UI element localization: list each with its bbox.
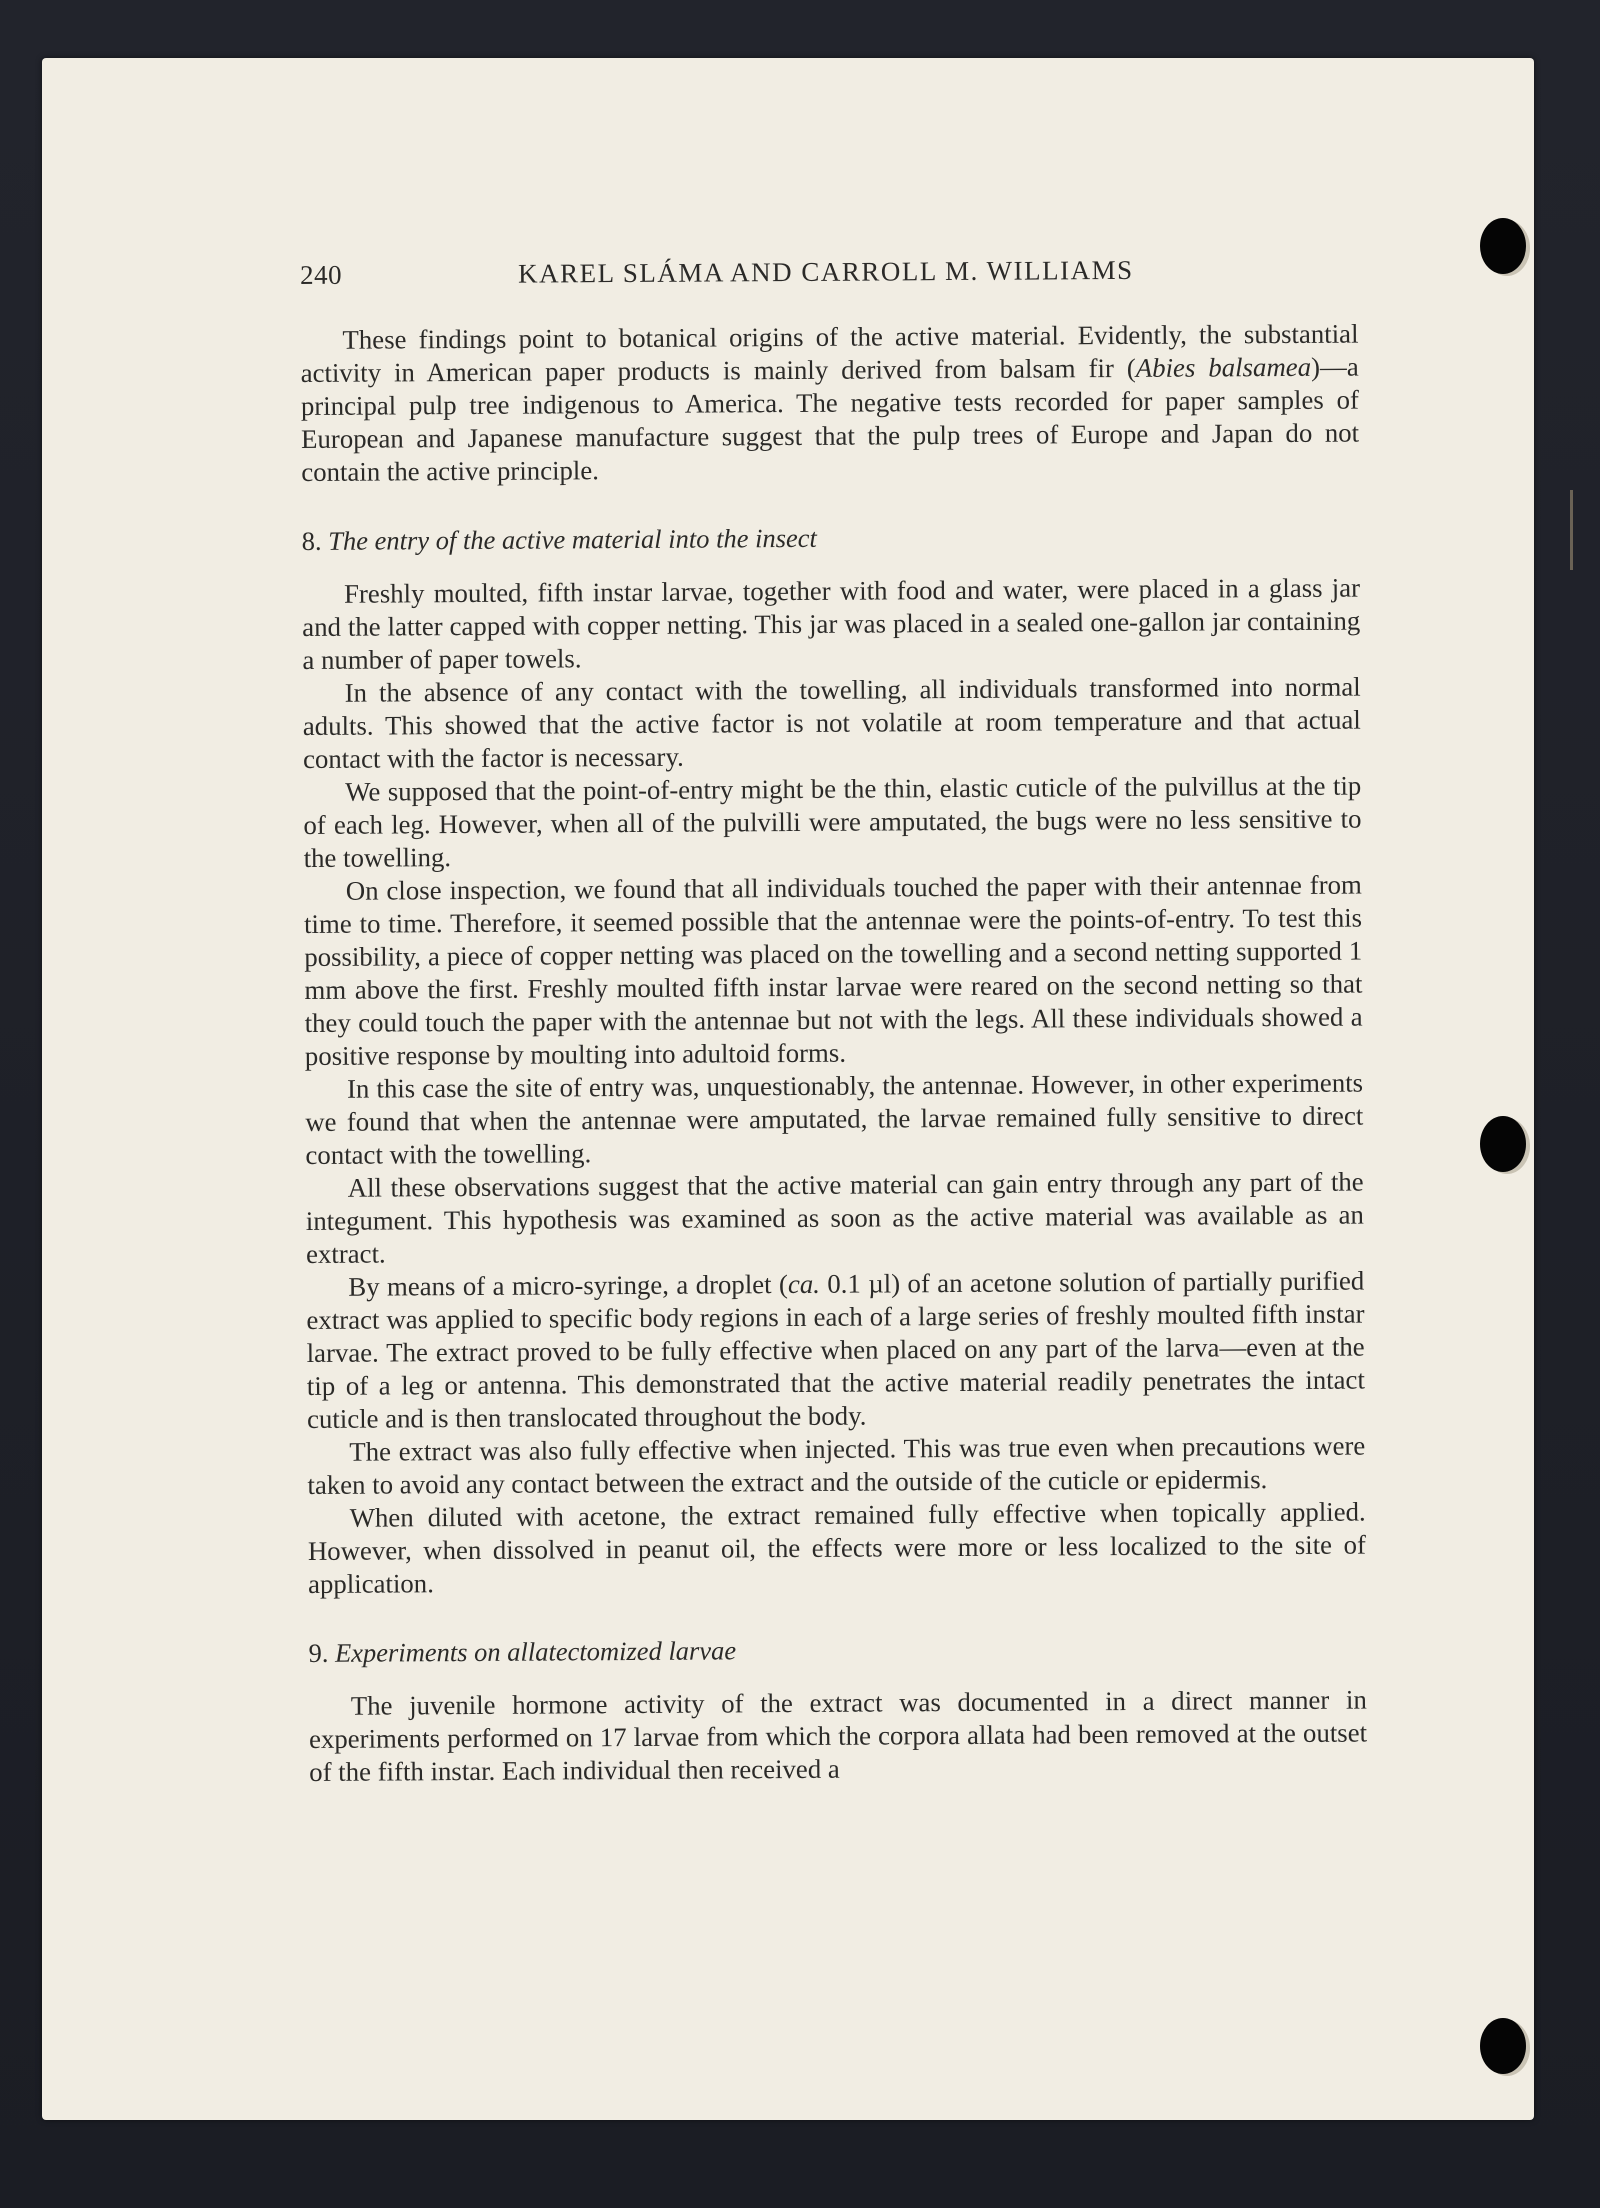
page-number: 240 xyxy=(300,259,343,290)
section-8-paragraph: When diluted with acetone, the extract remained fully effective when topically applied. However, when dissolved in peanut oil, the effects were more or less localized to the site of application. xyxy=(307,1496,1366,1599)
page-content xyxy=(300,254,1367,1789)
section-9-number: 9. xyxy=(308,1637,329,1668)
punch-hole-top xyxy=(1480,218,1526,274)
section-9-paragraph: The juvenile hormone activity of the extract was documented in a direct manner in experiments performed on 17 larvae from which the corpora allata had been removed at the outset of the fifth instar. Each individual then received a xyxy=(308,1684,1368,1787)
intro-latin-name: Abies balsamea xyxy=(1135,351,1312,383)
droplet-text-before: By means of a micro-syringe, a droplet ( xyxy=(348,1269,789,1302)
droplet-ca: ca. xyxy=(787,1268,821,1300)
droplet-amount: 0.1 µl xyxy=(819,1268,892,1299)
section-8-paragraph: In the absence of any contact with the towelling, all individuals transformed into normal adults. This showed that the active factor is not volatile at room temperature and that actual contact with the factor is necessary. xyxy=(302,671,1361,774)
section-8-paragraph: The extract was also fully effective when injected. This was true even when precautions were taken to avoid any contact between the extract and the outside of the cuticle or epidermis. xyxy=(307,1430,1366,1500)
section-8-heading xyxy=(302,519,1360,558)
section-8-paragraph: We supposed that the point-of-entry might be the thin, elastic cuticle of the pulvillus at the tip of each leg. However, when all of the pulvilli were amputated, the bugs were no less sensitive to the towelling. xyxy=(303,770,1362,873)
section-8-paragraph: Freshly moulted, fifth instar larvae, together with food and water, were placed in a glass jar and the latter capped with copper netting. This jar was placed in a sealed one-gallon jar containing a number of paper towels. xyxy=(302,572,1361,675)
punch-hole-middle xyxy=(1480,1116,1526,1172)
section-8-paragraph: On close inspection, we found that all individuals touched the paper with their antennae from time to time. Therefore, it seemed possible that the antennae were the points-of-entry. To test this possibility, a piece of copper netting was placed on the towelling and a second netting supported 1 mm above the first. Freshly moulted fifth instar larvae were reared on the second netting so that they could touch the paper with the antennae but not with the legs. All these individuals showed a positive response by moulting into adultoid forms. xyxy=(303,869,1363,1071)
intro-text-after: )—a principal pulp tree indigenous to America. The negative tests recorded for paper samples of European and Japanese manufacture suggest that the pulp trees of Europe and Japan do not contain the active principle. xyxy=(300,351,1360,487)
section-9-heading xyxy=(308,1631,1366,1670)
running-head-authors: KAREL SLÁMA AND CARROLL M. WILLIAMS xyxy=(517,254,1134,289)
punch-hole-bottom xyxy=(1480,2018,1526,2074)
running-head xyxy=(300,254,1358,300)
section-9-title: Experiments on allatectomized larvae xyxy=(334,1635,737,1668)
section-8-paragraph: All these observations suggest that the active material can gain entry through any part of the integument. This hypothesis was examined as soon as the active material was available as an extract. xyxy=(305,1166,1364,1269)
intro-paragraph xyxy=(300,318,1359,489)
page-edge-tab xyxy=(1570,490,1573,570)
section-8-title: The entry of the active material into the insect xyxy=(328,522,817,556)
droplet-text-after: ) of an acetone solution of partially purified extract was applied to specific body regions in each of a large series of freshly moulted fifth instar larvae. The extract proved to be fully effective when placed on any part of the larva—even at the tip of a leg or antenna. This demonstrated that the active material readily penetrates the intact cuticle and is then translocated throughout the body. xyxy=(306,1265,1365,1434)
section-8-paragraph: In this case the site of entry was, unquestionably, the antennae. However, in other experiments we found that when the antennae were amputated, the larvae remained fully sensitive to direct contact with the towelling. xyxy=(305,1067,1364,1170)
droplet-paragraph xyxy=(306,1265,1365,1436)
intro-text-before: These findings point to botanical origins of the active material. Evidently, the substantial activity in American paper products is mainly derived from balsam fir ( xyxy=(300,318,1359,388)
section-8-number: 8. xyxy=(301,525,322,556)
